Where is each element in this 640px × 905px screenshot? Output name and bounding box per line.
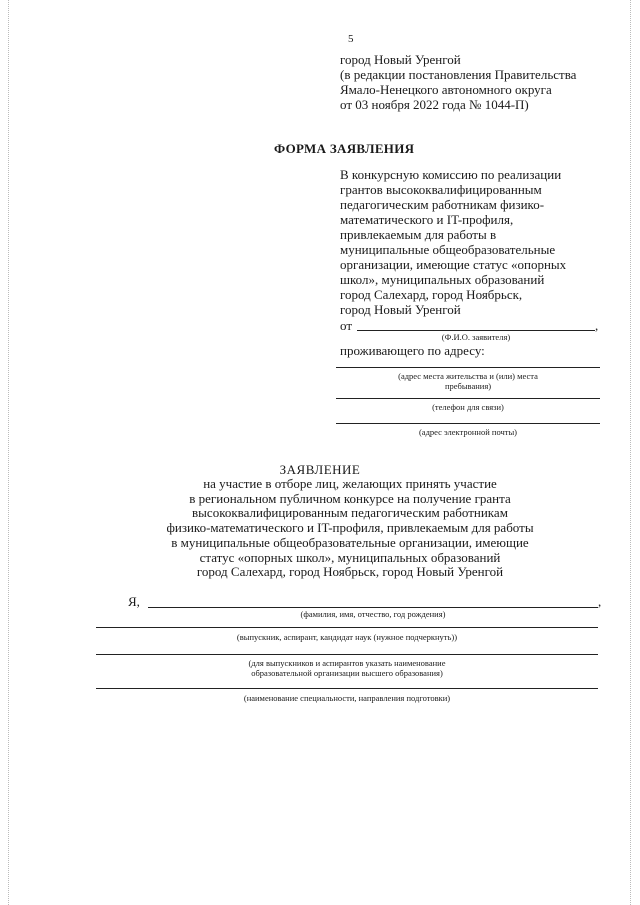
specialty-caption: (наименование специальности, направления подготовки) — [243, 693, 451, 703]
status-field[interactable] — [96, 627, 598, 628]
addressee-line: школ», муниципальных образований — [340, 272, 545, 287]
from-comma: , — [595, 318, 599, 333]
specialty-field[interactable] — [96, 688, 598, 689]
statement-line: в региональном публичном конкурсе на получение гранта — [189, 490, 511, 506]
email-caption: (адрес электронной почты) — [418, 427, 518, 437]
addressee-line: город Салехард, город Ноябрьск, — [340, 287, 523, 302]
phone-field[interactable] — [336, 398, 600, 399]
residence-label: проживающего по адресу: — [340, 343, 485, 358]
full-name-field[interactable] — [148, 607, 598, 608]
ya-label: Я, — [128, 594, 140, 609]
header-note-line: (в редакции постановления Правительства — [340, 67, 577, 82]
from-label: от — [340, 318, 353, 333]
email-field[interactable] — [336, 423, 600, 424]
status-caption: (выпускник, аспирант, кандидат наук (нужное подчеркнуть)) — [236, 632, 458, 642]
statement-title: ЗАЯВЛЕНИЕ — [279, 462, 361, 477]
statement-line: статус «опорных школ», муниципальных образований — [199, 549, 501, 565]
header-note — [340, 52, 576, 112]
addressee-line: организации, имеющие статус «опорных — [340, 257, 567, 272]
organization-caption: (для выпускников и аспирантов указать наименование — [248, 658, 446, 668]
address-caption: (адрес места жительства и (или) места — [398, 371, 538, 381]
addressee-line: привлекаемым для работы в — [340, 227, 497, 242]
address-field[interactable] — [336, 367, 600, 368]
scan-edge-left — [8, 0, 9, 905]
organization-field[interactable] — [96, 654, 598, 655]
ya-comma: , — [598, 594, 602, 609]
scan-edge-right — [630, 0, 631, 905]
address-caption: пребывания) — [444, 381, 492, 391]
statement-line: на участие в отборе лиц, желающих принять участие — [203, 476, 497, 491]
organization-caption: образовательной организации высшего образования) — [251, 668, 443, 678]
name-caption: (фамилия, имя, отчество, год рождения) — [300, 609, 446, 619]
phone-caption: (телефон для связи) — [432, 402, 504, 412]
addressee-line: математического и IT-профиля, — [340, 212, 514, 227]
addressee-line: муниципальные общеобразовательные — [340, 242, 556, 257]
form-title: ФОРМА ЗАЯВЛЕНИЯ — [274, 141, 415, 156]
header-note-line: Ямало-Ненецкого автономного округа — [340, 82, 552, 97]
addressee-line: В конкурсную комиссию по реализации — [340, 167, 562, 182]
addressee-line: грантов высококвалифицированным — [340, 182, 542, 197]
addressee-line: педагогическим работникам физико- — [340, 197, 545, 212]
fio-caption: (Ф.И.О. заявителя) — [441, 332, 511, 342]
statement-line: в муниципальные общеобразовательные организации, имеющие — [171, 534, 529, 550]
addressee-line: город Новый Уренгой — [340, 302, 461, 317]
header-note-line: город Новый Уренгой — [340, 52, 461, 67]
statement-line: физико-математического и IT-профиля, привлекаемым для работы — [166, 520, 534, 536]
statement-line: высококвалифицированным педагогическим работникам — [192, 505, 508, 521]
statement-body — [0, 477, 640, 580]
page-number: 5 — [348, 33, 354, 45]
applicant-name-field[interactable] — [357, 330, 595, 331]
header-note-line: от 03 ноября 2022 года № 1044-П) — [340, 97, 529, 112]
statement-line: город Салехард, город Ноябрьск, город Новый Уренгой — [196, 564, 504, 580]
addressee-block — [340, 167, 566, 317]
